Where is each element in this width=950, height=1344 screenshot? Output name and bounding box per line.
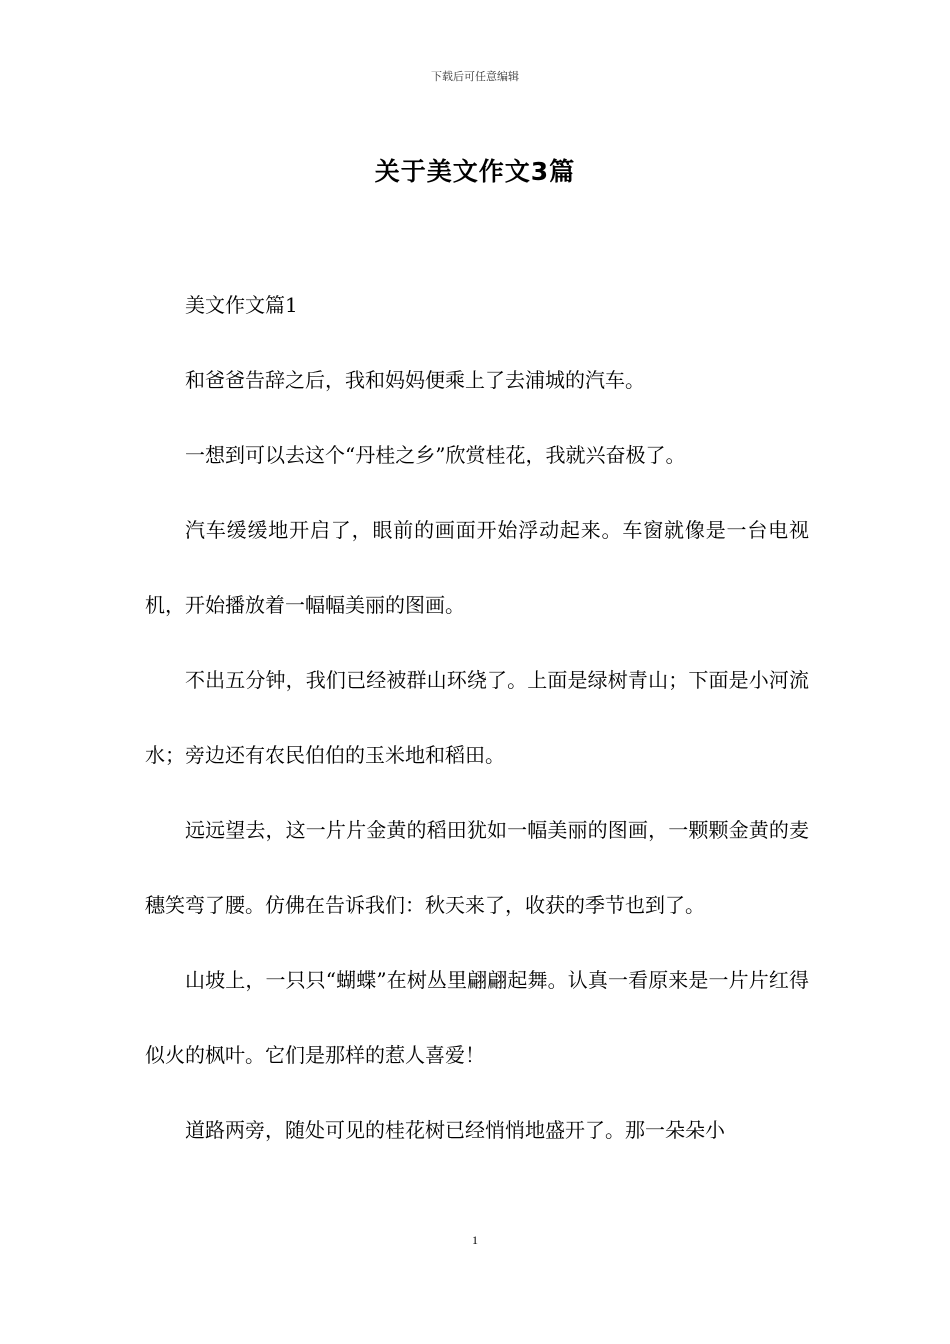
paragraph: 一想到可以去这个“丹桂之乡”欣赏桂花，我就兴奋极了。	[185, 443, 686, 467]
document-body	[145, 268, 809, 1168]
paragraph: 远远望去，这一片片金黄的稻田犹如一幅美丽的图画，一颗颗金黄的麦穗笑弯了腰。仿佛在告诉我们：秋天来了，收获的季节也到了。	[145, 818, 809, 917]
section-heading: 美文作文篇1	[185, 293, 298, 317]
paragraph: 道路两旁，随处可见的桂花树已经悄悄地盛开了。那一朵朵小	[185, 1118, 725, 1142]
page-number: 1	[472, 1233, 478, 1247]
header-note: 下载后可任意编辑	[431, 70, 519, 83]
document-title: 关于美文作文3篇	[374, 157, 576, 186]
paragraph: 汽车缓缓地开启了，眼前的画面开始浮动起来。车窗就像是一台电视机，开始播放着一幅幅美丽的图画。	[145, 518, 809, 617]
paragraph: 和爸爸告辞之后，我和妈妈便乘上了去浦城的汽车。	[185, 368, 645, 392]
paragraph: 不出五分钟，我们已经被群山环绕了。上面是绿树青山；下面是小河流水；旁边还有农民伯伯的玉米地和稻田。	[145, 668, 809, 767]
paragraph: 山坡上，一只只“蝴蝶”在树丛里翩翩起舞。认真一看原来是一片片红得似火的枫叶。它们是那样的惹人喜爱！	[145, 968, 809, 1067]
